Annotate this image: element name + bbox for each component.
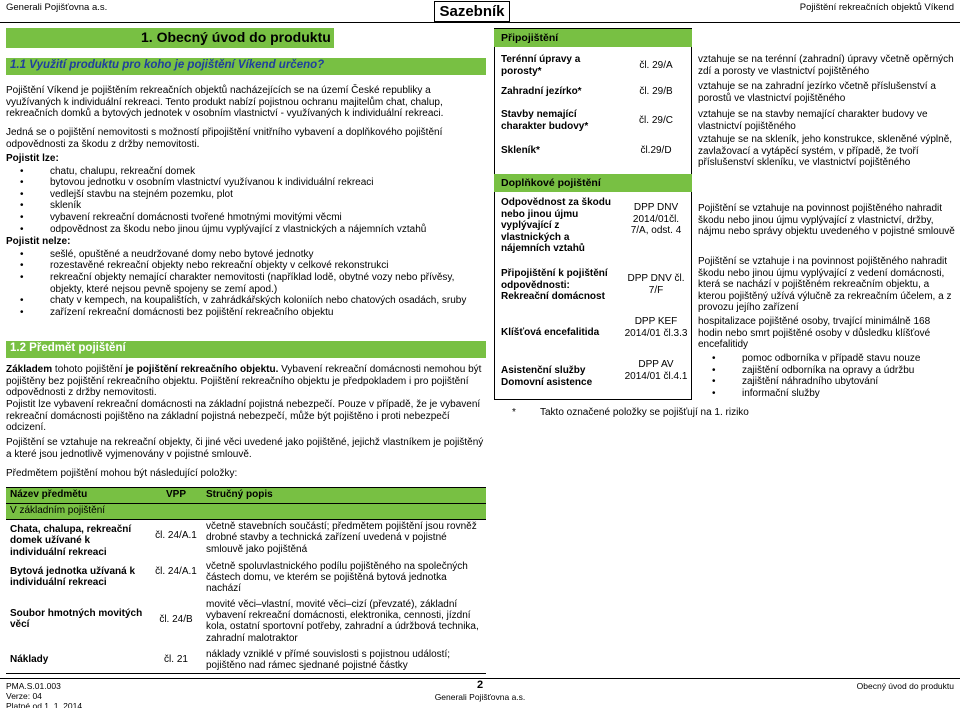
supplementary-code: DPP AV 2014/01 čl.4.1 [624, 359, 688, 382]
footer-code: PMA.S.01.003 [6, 681, 61, 691]
table-cell-vpp: čl. 24/A.1 [155, 530, 197, 541]
table-cell-name: Náklady [10, 653, 49, 665]
table-cell-vpp: čl. 24/A.1 [155, 565, 197, 577]
supplementary-desc: Pojištění se vztahuje na povinnost pojištěného nahradit škodu nebo jinou újmu vyplývající z vlastnictví, držby, nájmu nebo správy objektu uvedeného v pojistné smlouvě [698, 203, 955, 238]
table-row [6, 598, 486, 648]
subject-paragraph-4: Předmětem pojištění mohou být následující položky: [6, 468, 238, 479]
riders-heading: Připojištění [494, 29, 692, 47]
text-run: Vybavení rekreační domácnosti nemohou být pojištěny bez pojištění rekreačního objektu. Pojištění rekreačního objektu je předpokladem i pro pojištění odpovědnosti z držby nemovitosti. [6, 364, 482, 399]
cannot-insure-label: Pojistit nelze: [6, 236, 71, 248]
list-item: • informační služby [698, 388, 956, 400]
rider-label: Stavby nemající charakter budovy* [501, 109, 589, 132]
supplementary-label: Klíšťová encefalitida [501, 327, 600, 338]
bold-run: Základem [6, 364, 53, 375]
assistance-list [698, 353, 956, 399]
rider-code: čl. 29/C [639, 115, 673, 126]
table-cell-desc: movité věci–vlastní, movité věci–cizí (převzaté), základní vybavení rekreační domácnosti, elektronika, cennosti, jízdní kola, ostatní sportovní potřeby, zahradní a údržbová technika, zahradní malotraktor [206, 598, 479, 644]
header-divider [0, 22, 960, 23]
table-cell-name: Chata, chalupa, rekreační domek užívané k individuální rekreaci [10, 524, 132, 558]
list-item: • skleník [6, 200, 486, 212]
table-header-vpp: VPP [165, 489, 186, 500]
rider-desc: vztahuje se na terénní (zahradní) úpravy včetně opěrných zdí a porosty ve vlastnictví pojištěného [698, 54, 954, 77]
table-group-label: V základním pojištění [10, 505, 106, 516]
table-header-desc: Stručný popis [206, 489, 273, 500]
list-item: • rekreační objekty nemající charakter nemovitosti (například lodě, obytné vozy nebo přívěsy, objekty, které nejsou pevně spojeny se zemí apod.) [6, 272, 486, 295]
intro-paragraph: Pojištění Víkend je pojištěním rekreačních objektů nacházejících se na území České republiky a využívaných k individuální rekreaci. Tento produkt nabízí pojistnou ochranu majitelům chat, chalup, rekreačních domků a bytových jednotek v osobním vlastnictví - využívaných k individuální rekreaci. [6, 85, 444, 120]
footnote-text: Takto označené položky se pojišťují na 1. riziko [540, 407, 749, 418]
bold-run: je pojištění rekreačního objektu. [125, 364, 279, 375]
section-title-bar [6, 28, 334, 48]
rider-label: Terénní úpravy a porosty* [501, 54, 581, 77]
subsection-1-2-bar [6, 341, 486, 358]
header-badge: Sazebník [434, 1, 510, 22]
table-cell-desc: včetně spoluvlastnického podílu pojištěného na společných částech domu, ve kterém se pojištěná bytová jednotka nachází [206, 560, 468, 595]
subject-paragraph-1 [6, 364, 486, 399]
can-insure-block [6, 153, 486, 318]
footer-valid-from: Platné od 1. 1. 2014 [6, 701, 83, 708]
footnote-mark: * [512, 407, 516, 418]
subject-paragraph-3: Pojištění se vztahuje na rekreační objekty, či jiné věci uvedené jako pojištěné, jejichž vlastníkem je pojištěný a které jsou jednotlivě vyjmenovány v pojistné smlouvě. [6, 437, 484, 460]
supplementary-label: Odpovědnost za škodu nebo jinou újmu vyplývající z vlastnických a nájemních vztahů [501, 197, 612, 255]
list-item: • chaty v kempech, na koupalištích, v zahrádkářských koloniích nebo chatových osadách, sruby [6, 295, 486, 307]
table-cell-name: Soubor hmotných movitých věcí [10, 607, 143, 630]
table-cell-desc: včetně stavebních součástí; předmětem pojištění jsou rovněž drobné stavby a technická zařízení uvedená v pojistné smlouvě jako pojištěná [206, 521, 477, 555]
supplementary-code: DPP DNV 2014/01čl. 7/A, odst. 4 [630, 202, 682, 237]
supplementary-desc: hospitalizace pojištěné osoby, trvající minimálně 168 hodin nebo smrt pojištěné osoby v důsledku klíšťové encefalitidy [698, 316, 931, 351]
list-item: • rozestavěné rekreační objekty nebo rekreační objekty v celkové rekonstrukci [6, 260, 486, 272]
table-row [6, 520, 486, 560]
supplementary-label: Asistenční služby Domovní asistence [501, 365, 593, 388]
supplementary-code: DPP KEF 2014/01 čl.3.3 [624, 316, 688, 339]
list-item: • odpovědnost za škodu nebo jinou újmu vyplývající z vlastnických a nájemních vztahů [6, 224, 486, 236]
table-header-row [6, 488, 486, 504]
list-item: • sešlé, opuštěné a neudržované domy nebo bytové jednotky [6, 249, 486, 261]
subject-paragraph-2: Pojistit lze vybavení rekreační domácnosti na základní pojistná nebezpečí. Pouze v případě, že je vybavení rekreační domácnosti pojištěno na základní pojistná nebezpečí, může být pojištěno i proti nebezpečí odcizení. [6, 399, 481, 434]
supplementary-desc: Pojištění se vztahuje i na povinnost pojištěného nahradit škodu nebo jinou újmu vyplývající z vedení domácnosti, která se nachází v pojištěném rekreačním objektu, a kterou pojištěný užívá výlučně za rekreačním účelem, a z provozu jejího zařízení [698, 256, 952, 314]
table-header-name: Název předmětu [10, 489, 88, 500]
list-item: • bytovou jednotku v osobním vlastnictví využívanou k individuální rekreaci [6, 177, 486, 189]
footer-company: Generali Pojišťovna a.s. [434, 692, 526, 702]
rider-desc: vztahuje se na stavby nemající charakter budovy ve vlastnictví pojištěného [698, 109, 928, 132]
table-group-row [6, 504, 486, 520]
page-number: 2 [476, 679, 484, 691]
table-cell-vpp: čl. 21 [164, 653, 188, 665]
can-insure-label: Pojistit lze: [6, 153, 59, 164]
supplementary-code: DPP DNV čl. 7/F [627, 273, 685, 296]
list-item: • zařízení rekreační domácnosti bez pojištění rekreačního objektu [6, 307, 486, 319]
subsection-1-2-title: 1.2 Předmět pojištění [10, 342, 126, 354]
subsection-title: 1.1 Využití produktu pro koho je pojištění Víkend určeno? [10, 59, 325, 71]
supplementary-label: Připojištění k pojištění odpovědnosti: Rekreační domácnost [501, 268, 608, 303]
rider-code: čl.29/D [640, 145, 672, 156]
header-company: Generali Pojišťovna a.s. [6, 2, 108, 13]
table-cell-desc: náklady vzniklé v přímé souvislosti s pojistnou událostí; pojištěno nad rámec sjednané pojistné částky [206, 648, 451, 671]
section-title: 1. Obecný úvod do produktu [141, 29, 331, 45]
table-row [6, 560, 486, 598]
rider-desc: vztahuje se na skleník, jeho konstrukce, skleněné výplně, zavlažovací a vytápěcí systém, v případě, že tvoří příslušenství skleníku, ve vlastnictví pojištěného [698, 134, 953, 169]
list-item: • pomoc odborníka v případě stavu nouze [698, 353, 956, 365]
supplementary-heading: Doplňkové pojištění [494, 174, 692, 192]
insurance-items-table [6, 487, 486, 674]
rider-label: Skleník* [501, 145, 540, 156]
text-run: tohoto pojištění [52, 364, 126, 375]
table-cell-name: Bytová jednotka užívaná k individuální rekreaci [10, 565, 136, 588]
subsection-title-bar [6, 58, 486, 75]
list-item: • chatu, chalupu, rekreační domek [6, 166, 486, 178]
scope-paragraph: Jedná se o pojištění nemovitosti s možností připojištění vnitřního vybavení a doplňkového pojištění odpovědnosti za škodu z držby nemovitosti. [6, 127, 443, 150]
rider-code: čl. 29/B [639, 86, 673, 97]
footer-right: Obecný úvod do produktu [856, 681, 954, 691]
rider-label: Zahradní jezírko* [501, 86, 582, 97]
header-doc-title: Pojištění rekreačních objektů Víkend [799, 2, 954, 13]
table-cell-vpp: čl. 24/B [159, 613, 193, 625]
list-item: • zajištění odborníka na opravy a údržbu [698, 365, 956, 377]
list-item: • vybavení rekreační domácnosti tvořené hmotnými movitými věcmi [6, 212, 486, 224]
list-item: • zajištění náhradního ubytování [698, 376, 956, 388]
footer-version: Verze: 04 [6, 691, 42, 701]
table-row [6, 648, 486, 674]
list-item: • vedlejší stavbu na stejném pozemku, plot [6, 189, 486, 201]
rider-desc: vztahuje se na zahradní jezírko včetně příslušenství a porostů ve vlastnictví pojištěného [698, 81, 936, 104]
rider-code: čl. 29/A [639, 60, 673, 71]
